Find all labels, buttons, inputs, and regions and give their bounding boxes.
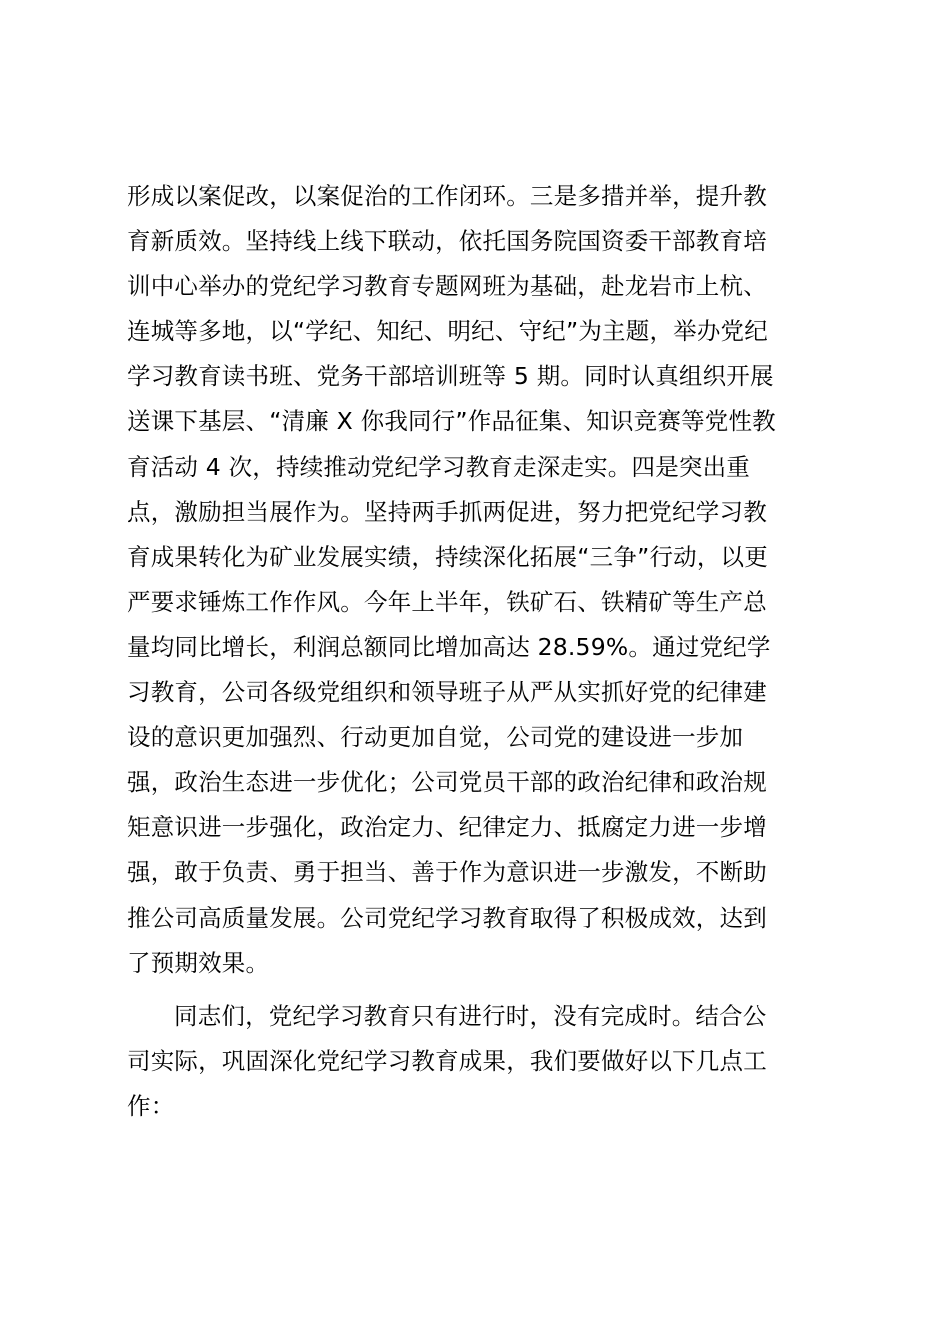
text-line: 严要求锤炼工作作风。今年上半年，铁矿石、铁精矿等生产总	[127, 587, 767, 616]
paragraph-gap	[127, 986, 827, 994]
text-line: 同志们，党纪学习教育只有进行时，没有完成时。结合公	[174, 1001, 767, 1030]
text-line: 了预期效果。	[127, 948, 270, 977]
document-body	[127, 174, 827, 1129]
text-line: 学习教育读书班、党务干部培训班等 5 期。同时认真组织开展	[127, 362, 774, 391]
text-line: 习教育，公司各级党组织和领导班子从严从实抓好党的纪律建	[127, 678, 767, 707]
text-line: 育成果转化为矿业发展实绩，持续深化拓展“三争”行动，以更	[127, 542, 768, 571]
paragraph-1	[127, 174, 827, 986]
text-line: 强，政治生态进一步优化；公司党员干部的政治纪律和政治规	[127, 768, 767, 797]
paragraph-2	[127, 994, 827, 1129]
text-line: 连城等多地，以“学纪、知纪、明纪、守纪”为主题，举办党纪	[127, 317, 768, 346]
text-line: 强，敢于负责、勇于担当、善于作为意识进一步激发，不断助	[127, 858, 767, 887]
text-line: 形成以案促改，以案促治的工作闭环。三是多措并举，提升教	[127, 182, 767, 210]
text-line: 推公司高质量发展。公司党纪学习教育取得了积极成效，达到	[127, 903, 767, 932]
text-line: 设的意识更加强烈、行动更加自觉，公司党的建设进一步加	[127, 723, 744, 752]
text-line: 矩意识进一步强化，政治定力、纪律定力、抵腐定力进一步增	[127, 813, 767, 842]
text-line: 育新质效。坚持线上线下联动，依托国务院国资委干部教育培	[127, 227, 767, 256]
text-line: 司实际，巩固深化党纪学习教育成果，我们要做好以下几点工	[127, 1046, 767, 1075]
text-line: 量均同比增长，利润总额同比增加高达 28.59%。通过党纪学	[127, 632, 771, 661]
text-line: 送课下基层、“清廉 X 你我同行”作品征集、知识竞赛等党性教	[127, 407, 776, 436]
text-line: 育活动 4 次，持续推动党纪学习教育走深走实。四是突出重	[127, 452, 750, 481]
text-line: 点，激励担当展作为。坚持两手抓两促进，努力把党纪学习教	[127, 497, 767, 526]
text-line: 作：	[127, 1091, 175, 1120]
text-line: 训中心举办的党纪学习教育专题网班为基础，赴龙岩市上杭、	[127, 272, 767, 301]
